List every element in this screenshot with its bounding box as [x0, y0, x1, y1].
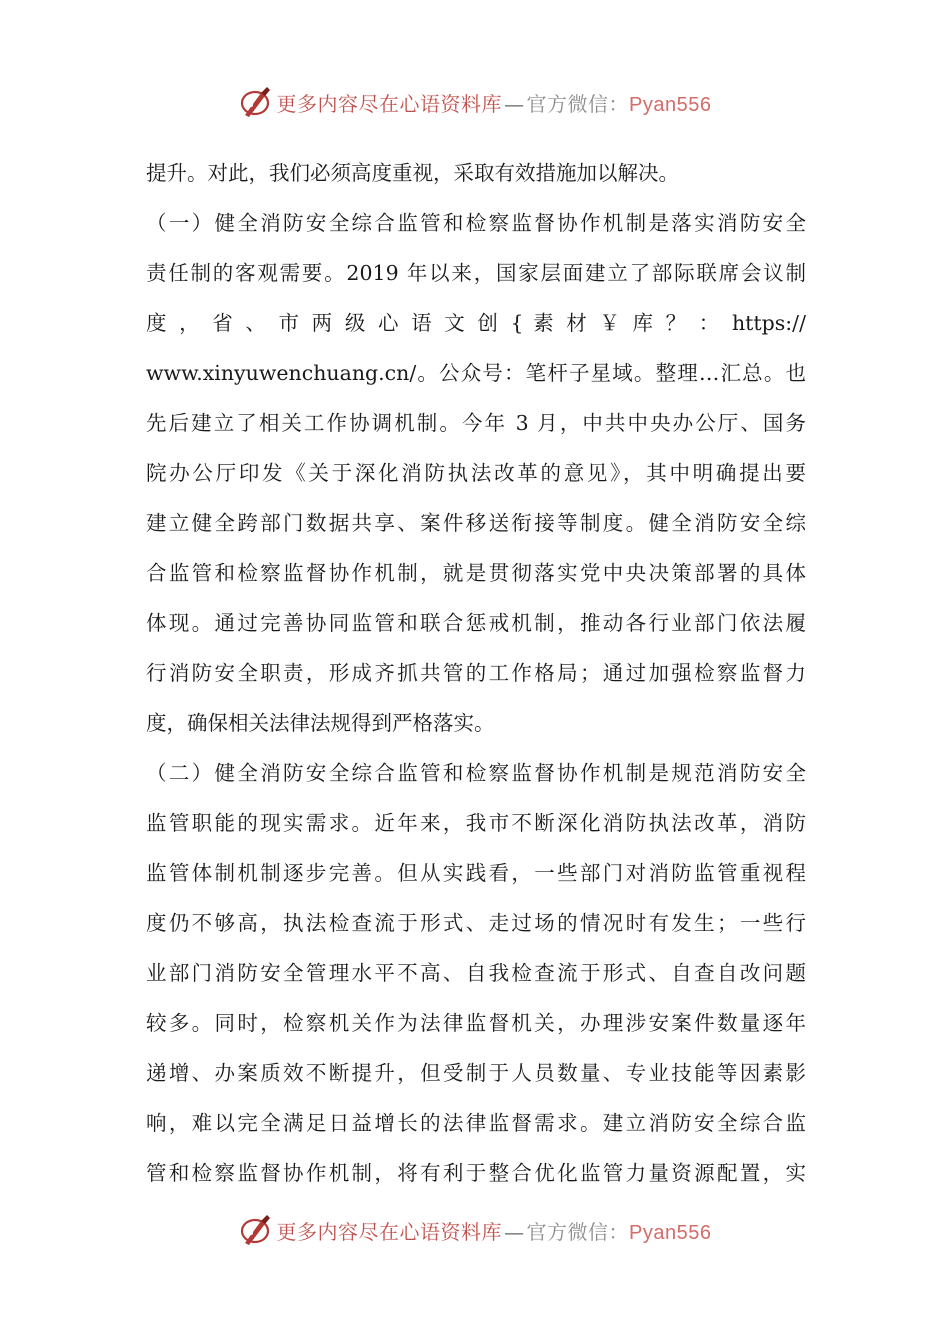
banner-main-text: 更多内容尽在心语资料库 [276, 1219, 503, 1244]
text-line: 响，难以完全满足日益增长的法律监督需求。建立消防安全综合监 [146, 1111, 806, 1135]
text-line: 较多。同时，检察机关作为法律监督机关，办理涉安案件数量逐年 [146, 1011, 806, 1035]
banner-separator: — [504, 1219, 525, 1244]
text-line: 度仍不够高，执法检查流于形式、走过场的情况时有发生；一些行 [146, 911, 806, 935]
footer-banner-text [277, 1216, 712, 1245]
text-line: （一）健全消防安全综合监管和检察监督协作机制是落实消防安全 [146, 211, 806, 235]
header-banner [0, 82, 950, 122]
text-line: www.xinyuwenchuang.cn/。公众号：笔杆子星域。整理…汇总。也 [146, 361, 806, 385]
text-line: 行消防安全职责，形成齐抓共管的工作格局；通过加强检察监督力 [146, 661, 806, 685]
banner-label: 官方微信： [526, 1219, 630, 1244]
text-line: 合监管和检察监督协作机制，就是贯彻落实党中央决策部署的具体 [146, 561, 806, 585]
banner-wechat-id: Pyan556 [629, 93, 712, 116]
footer-banner [0, 1210, 950, 1250]
text-line: 递增、办案质效不断提升，但受制于人员数量、专业技能等因素影 [146, 1061, 806, 1085]
text-line: （二）健全消防安全综合监管和检察监督协作机制是规范消防安全 [146, 761, 806, 785]
text-line: 体现。通过完善协同监管和联合惩戒机制，推动各行业部门依法履 [146, 611, 806, 635]
document-body [146, 148, 806, 1198]
banner-main-text: 更多内容尽在心语资料库 [276, 91, 503, 116]
banner-separator: — [504, 91, 525, 116]
text-line: 先后建立了相关工作协调机制。今年 3 月，中共中央办公厅、国务 [146, 411, 806, 435]
text-line: 建立健全跨部门数据共享、案件移送衔接等制度。健全消防安全综 [146, 511, 806, 535]
text-line: 监管体制机制逐步完善。但从实践看，一些部门对消防监管重视程 [146, 861, 806, 885]
text-line: 度 ， 省 、 市 两 级 心 语 文 创 { 素 材 ￥ 库 ？ ： https:// [146, 311, 806, 335]
text-line: 提升。对此，我们必须高度重视，采取有效措施加以解决。 [146, 161, 679, 185]
text-line: 管和检察监督协作机制，将有利于整合优化监管力量资源配置，实 [146, 1161, 806, 1185]
header-banner-text [277, 88, 712, 117]
pen-logo-icon [239, 1213, 273, 1247]
text-line: 度，确保相关法律法规得到严格落实。 [146, 711, 495, 735]
text-line: 院办公厅印发《关于深化消防执法改革的意见》，其中明确提出要 [146, 461, 806, 485]
pen-logo-icon [239, 85, 273, 119]
banner-label: 官方微信： [526, 91, 630, 116]
banner-wechat-id: Pyan556 [629, 1221, 712, 1244]
text-line: 业部门消防安全管理水平不高、自我检查流于形式、自查自改问题 [146, 961, 806, 985]
text-line: 责任制的客观需要。2019 年以来，国家层面建立了部际联席会议制 [146, 261, 806, 285]
text-line: 监管职能的现实需求。近年来，我市不断深化消防执法改革，消防 [146, 811, 806, 835]
